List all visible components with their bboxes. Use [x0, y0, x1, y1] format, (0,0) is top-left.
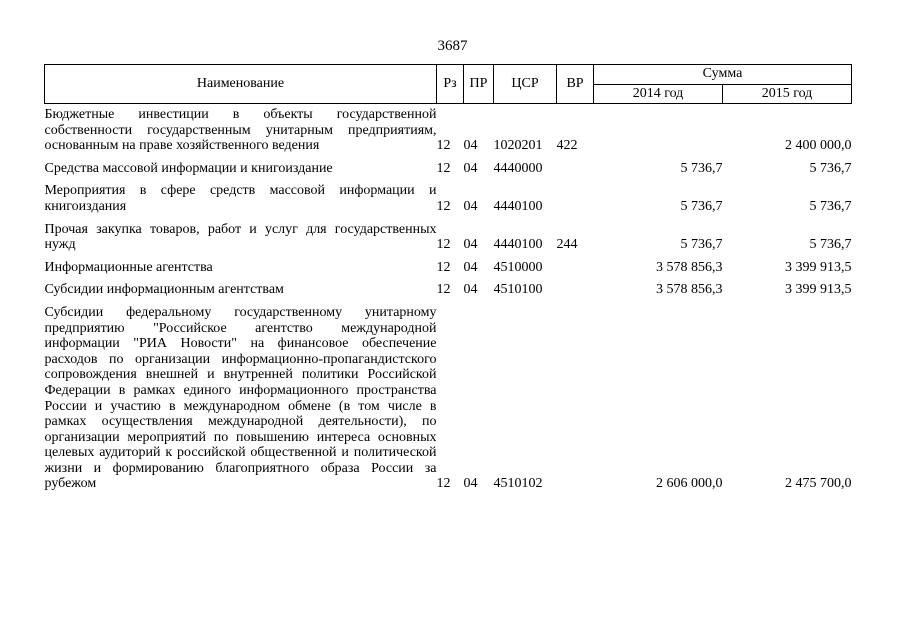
csr-cell: 4510102: [493, 476, 543, 492]
sum-2015-cell: 5 736,7: [809, 160, 852, 176]
sum-2014-cell: 5 736,7: [680, 237, 723, 253]
csr-cell: 4440100: [493, 237, 543, 253]
budget-table: [44, 64, 852, 492]
csr-cell: 4510100: [493, 282, 543, 298]
header-csr: ЦСР: [494, 65, 557, 104]
vr-cell: [557, 176, 594, 214]
sum-2014-cell: 5 736,7: [680, 198, 723, 214]
sum-2015-cell: 5 736,7: [809, 237, 852, 253]
vr-cell: [557, 154, 594, 177]
vr-cell: 244: [556, 237, 578, 253]
sum-2014-cell: [594, 104, 723, 154]
name-cell: Мероприятия в сфере средств массовой информации и книгоиздания: [44, 183, 437, 214]
name-cell: Субсидии информационным агентствам: [44, 282, 284, 298]
header-vr: ВР: [557, 65, 594, 104]
name-cell: Субсидии федеральному государственному унитарному предприятию "Российское агентство международной информации "РИА Новости" на финансовое обеспечение расходов по организации информационно-пропагандистского сопровождения внешней и внутренней политики Российской Федерации в рамках единого информационного пространства России и участию в международном обмене (в том числе в рамках осуществления международной деятельности), по организации мероприятий по повышению интереса основных целевых аудиторий к российской общественной и политической жизни и формированию благоприятного образа России за рубежом: [44, 304, 437, 492]
pr-cell: 04: [463, 282, 478, 298]
sum-2015-cell: 3 399 913,5: [785, 282, 852, 298]
header-year-2015: 2015 год: [723, 84, 852, 104]
pr-cell: 04: [463, 476, 478, 492]
rz-cell: 12: [436, 237, 451, 253]
vr-cell: [557, 298, 594, 492]
name-cell: Прочая закупка товаров, работ и услуг для государственных нужд: [44, 221, 437, 253]
table-row: [45, 104, 852, 154]
pr-cell: 04: [463, 237, 478, 253]
name-cell: Средства массовой информации и книгоиздание: [44, 160, 333, 176]
table-row: [45, 176, 852, 214]
sum-2014-cell: 2 606 000,0: [656, 476, 723, 492]
sum-2014-cell: 3 578 856,3: [656, 259, 723, 275]
page-number: 3687: [437, 38, 468, 54]
sum-2015-cell: 3 399 913,5: [785, 259, 852, 275]
table-body: [45, 104, 852, 493]
rz-cell: 12: [436, 138, 451, 154]
rz-cell: 12: [436, 259, 451, 275]
sum-2014-cell: 3 578 856,3: [656, 282, 723, 298]
rz-cell: 12: [436, 282, 451, 298]
header-pr: ПР: [464, 65, 494, 104]
rz-cell: 12: [436, 198, 451, 214]
header-name: Наименование: [45, 65, 437, 104]
sum-2015-cell: 2 400 000,0: [785, 138, 852, 154]
pr-cell: 04: [463, 160, 478, 176]
sum-2015-cell: 5 736,7: [809, 198, 852, 214]
vr-cell: [557, 253, 594, 276]
table-row: [45, 154, 852, 177]
pr-cell: 04: [463, 259, 478, 275]
pr-cell: 04: [463, 198, 478, 214]
csr-cell: 4440000: [493, 160, 543, 176]
table-row: [45, 215, 852, 253]
header-rz: Рз: [437, 65, 464, 104]
sum-2015-cell: 2 475 700,0: [785, 476, 852, 492]
csr-cell: 4440100: [493, 198, 543, 214]
table-row: [45, 275, 852, 298]
rz-cell: 12: [436, 160, 451, 176]
name-cell: Информационные агентства: [44, 259, 213, 275]
rz-cell: 12: [436, 476, 451, 492]
header-year-2014: 2014 год: [594, 84, 723, 104]
header-sum: Сумма: [594, 65, 852, 85]
table-header: [45, 65, 852, 104]
name-cell: Бюджетные инвестиции в объекты государственной собственности государственным унитарным предприятиям, основанным на праве хозяйственного ведения: [44, 107, 437, 154]
table-row: [45, 253, 852, 276]
vr-cell: 422: [556, 138, 578, 154]
csr-cell: 1020201: [493, 138, 543, 154]
vr-cell: [557, 275, 594, 298]
sum-2014-cell: 5 736,7: [680, 160, 723, 176]
pr-cell: 04: [463, 138, 478, 154]
csr-cell: 4510000: [493, 259, 543, 275]
table-row: [45, 298, 852, 492]
